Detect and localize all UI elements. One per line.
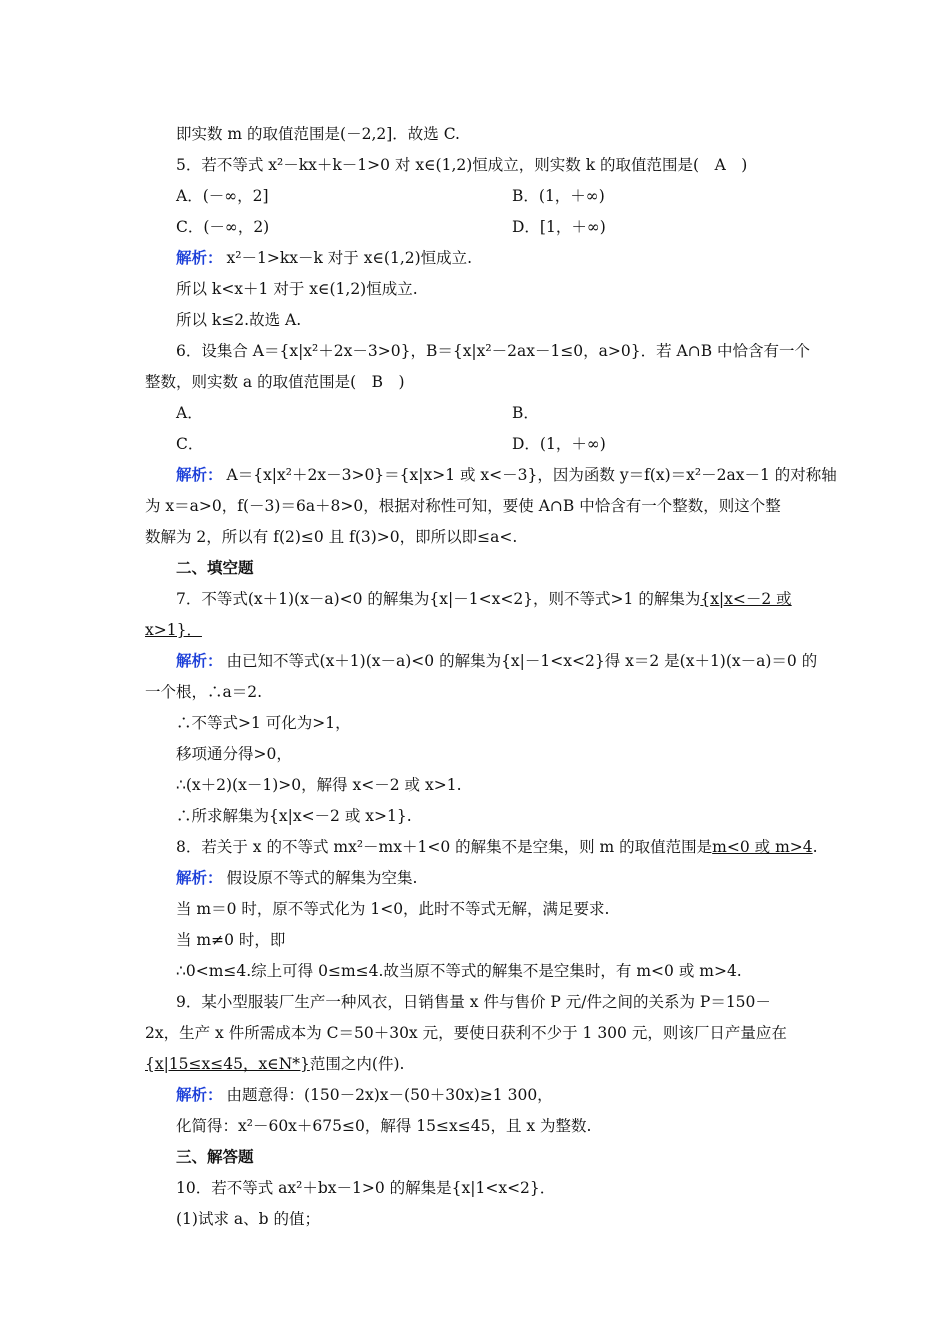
analysis-line: 解析： 假设原不等式的解集为空集. (176, 868, 418, 887)
text-line: 当 m＝0 时，原不等式化为 1<0，此时不等式无解，满足要求. (176, 900, 610, 918)
analysis-label: 解析： (176, 868, 223, 887)
text-line: ∴(x＋2)(x－1)>0，解得 x<－2 或 x>1. (176, 776, 462, 794)
question-10: 10．若不等式 ax²＋bx－1>0 的解集是{x|1<x<2}． (176, 1179, 556, 1197)
text-line: 一个根，∴a＝2. (145, 683, 263, 701)
question-7: 7．不等式(x＋1)(x－a)<0 的解集为{x|－1<x<2}，则不等式>1 的解集为{x|x<－2 或 (176, 590, 792, 608)
option-b: B． (512, 404, 539, 422)
text-line: ∴0<m≤4.综上可得 0≤m≤4.故当原不等式的解集不是空集时，有 m<0 或 m>4. (176, 962, 742, 980)
text-line: ∴不等式>1 可化为>1， (176, 714, 351, 732)
question-6: 6．设集合 A＝{x|x²＋2x－3>0}，B＝{x|x²－2ax－1≤0，a>0}．若 A∩B 中恰含有一个 (176, 342, 811, 360)
text-line: {x|15≤x≤45，x∈N*}范围之内(件). (145, 1055, 405, 1073)
text-line: 2x，生产 x 件所需成本为 C＝50＋30x 元，要使日获利不少于 1 300 元，则该厂日产量应在 (145, 1024, 787, 1042)
text-line: 为 x＝a>0，f(－3)＝6a＋8>0，根据对称性可知，要使 A∩B 中恰含有一个整数，则这个整 (145, 497, 781, 515)
text-line: 数解为 2，所以有 f(2)≤0 且 f(3)>0，即所以即≤a<. (145, 528, 518, 546)
section-heading: 二、填空题 (176, 558, 254, 577)
text-line: ∴所求解集为{x|x<－2 或 x>1}. (176, 807, 412, 825)
option-b: B．(1，＋∞) (512, 187, 605, 205)
analysis-line: 解析： 由题意得：(150－2x)x－(50＋30x)≥1 300， (176, 1085, 553, 1104)
question-5: 5．若不等式 x²－kx＋k－1>0 对 x∈(1,2)恒成立，则实数 k 的取值范围是( A ) (176, 156, 748, 174)
text-line: 所以 k<x＋1 对于 x∈(1,2)恒成立. (176, 280, 418, 298)
text-line: 所以 k≤2.故选 A. (176, 311, 302, 329)
answer-blank: m<0 或 m>4 (712, 838, 813, 856)
analysis-label: 解析： (176, 1085, 223, 1104)
option-d: D．(1，＋∞) (512, 435, 606, 453)
analysis-label: 解析： (176, 465, 223, 484)
text-line: 化简得：x²－60x＋675≤0，解得 15≤x≤45，且 x 为整数. (176, 1117, 592, 1135)
analysis-line: 解析： 由已知不等式(x＋1)(x－a)<0 的解集为{x|－1<x<2}得 x＝2 是(x＋1)(x－a)＝0 的 (176, 651, 818, 670)
option-c: C．(－∞，2) (176, 218, 270, 236)
text-line: 当 m≠0 时，即 (176, 931, 286, 949)
question-9: 9．某小型服装厂生产一种风衣，日销售量 x 件与售价 P 元/件之间的关系为 P＝150－ (176, 993, 771, 1011)
option-c: C． (176, 435, 204, 453)
option-a: A． (176, 404, 203, 422)
analysis-label: 解析： (176, 651, 223, 670)
answer-blank: {x|15≤x≤45，x∈N*} (145, 1055, 310, 1073)
text-line: 移项通分得>0， (176, 745, 292, 763)
section-heading: 三、解答题 (176, 1147, 254, 1166)
analysis-line: 解析： A＝{x|x²＋2x－3>0}＝{x|x>1 或 x<－3}，因为函数 y＝f(x)＝x²－2ax－1 的对称轴 (176, 465, 837, 484)
text-line (145, 617, 807, 643)
text-line: 即实数 m 的取值范围是(－2,2]．故选 C. (176, 125, 460, 143)
answer-blank: x>1}． (145, 621, 202, 639)
option-d: D．[1，＋∞) (512, 218, 606, 236)
option-a: A．(－∞，2] (176, 187, 269, 205)
analysis-label: 解析： (176, 248, 223, 267)
answer-blank: {x|x<－2 或 (700, 590, 792, 608)
text-line: 整数，则实数 a 的取值范围是( B ) (145, 373, 405, 391)
question-8: 8．若关于 x 的不等式 mx²－mx＋1<0 的解集不是空集，则 m 的取值范围是m<0 或 m>4. (176, 838, 818, 856)
analysis-line: 解析： x²－1>kx－k 对于 x∈(1,2)恒成立. (176, 248, 473, 267)
text-line: (1)试求 a、b 的值； (176, 1210, 320, 1228)
